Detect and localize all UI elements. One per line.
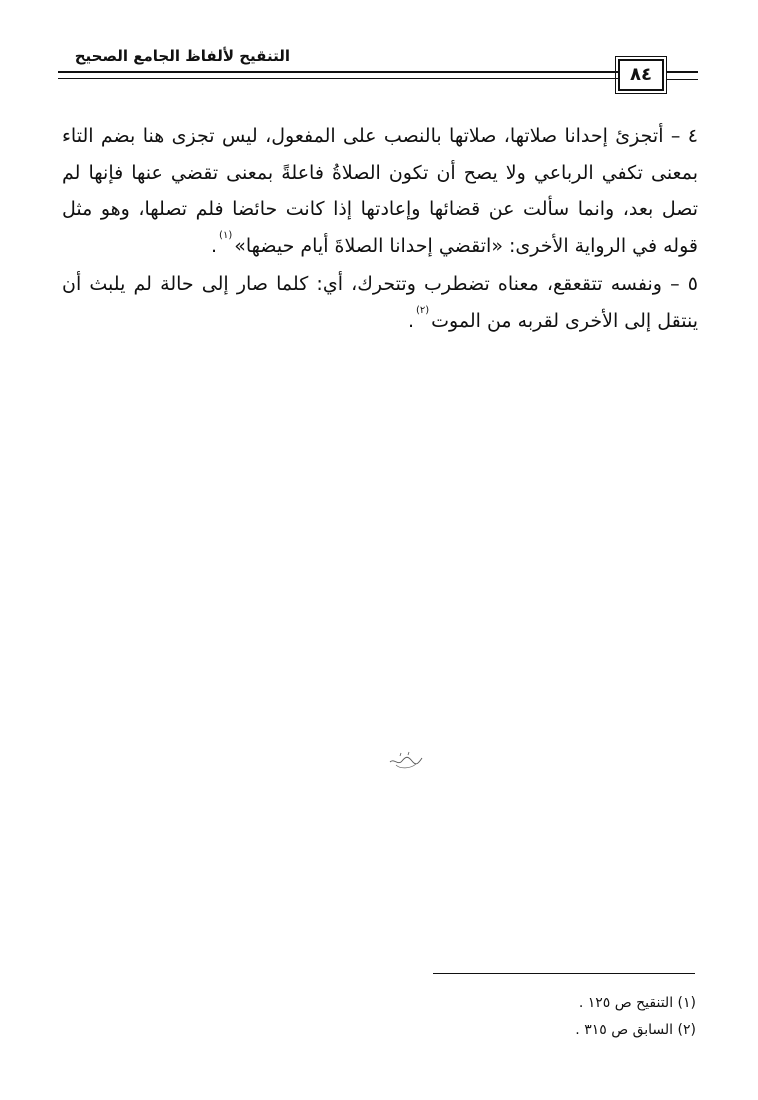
paragraph-5 xyxy=(62,266,698,339)
running-header-title: التنقيح لألفاظ الجامع الصحيح xyxy=(74,47,290,65)
header-rule-right xyxy=(666,71,698,80)
page-number: ٨٤ xyxy=(618,59,664,91)
body-text xyxy=(62,118,698,339)
footnotes xyxy=(380,990,696,1044)
footnote-ref-2: (٢) xyxy=(415,304,430,316)
paragraph-4-end: . xyxy=(211,234,218,257)
paragraph-5-end: . xyxy=(407,309,414,332)
footnote-2: (٢) السابق ص ٣١٥ . xyxy=(575,1022,696,1038)
footnote-ref-1: (١) xyxy=(219,229,233,241)
paragraph-5-text: ٥ – ونفسه تتقعقع، معناه تضطرب وتتحرك، أي: كلما صار إلى حالة لم يلبث أن ينتقل إلى الأخرى لقربه من الموت xyxy=(62,273,698,332)
ornament-glyph xyxy=(386,744,426,774)
paragraph-4 xyxy=(62,118,698,264)
paragraph-4-text: ٤ – أتجزئ إحدانا صلاتها، صلاتها بالنصب على المفعول، ليس تجزى هنا بضم التاء بمعنى تكفي الرباعي ولا يصح أن تكون الصلاةُ فاعلةً بمعنى تقضي عنها فإنها لم تصل بعد، وانما سألت عن قضائها وإعادتها إذا كانت حائضا فلم تصلها، وهو مثل قوله في الرواية الأخرى: «اتقضي إحدانا الصلاةَ أيام حيضها» xyxy=(62,125,698,257)
footnote-1: (١) التنقيح ص ١٢٥ . xyxy=(578,995,696,1011)
footnote-rule xyxy=(433,973,695,974)
header-rule-top xyxy=(58,71,618,73)
header-rule-bottom xyxy=(58,78,618,79)
